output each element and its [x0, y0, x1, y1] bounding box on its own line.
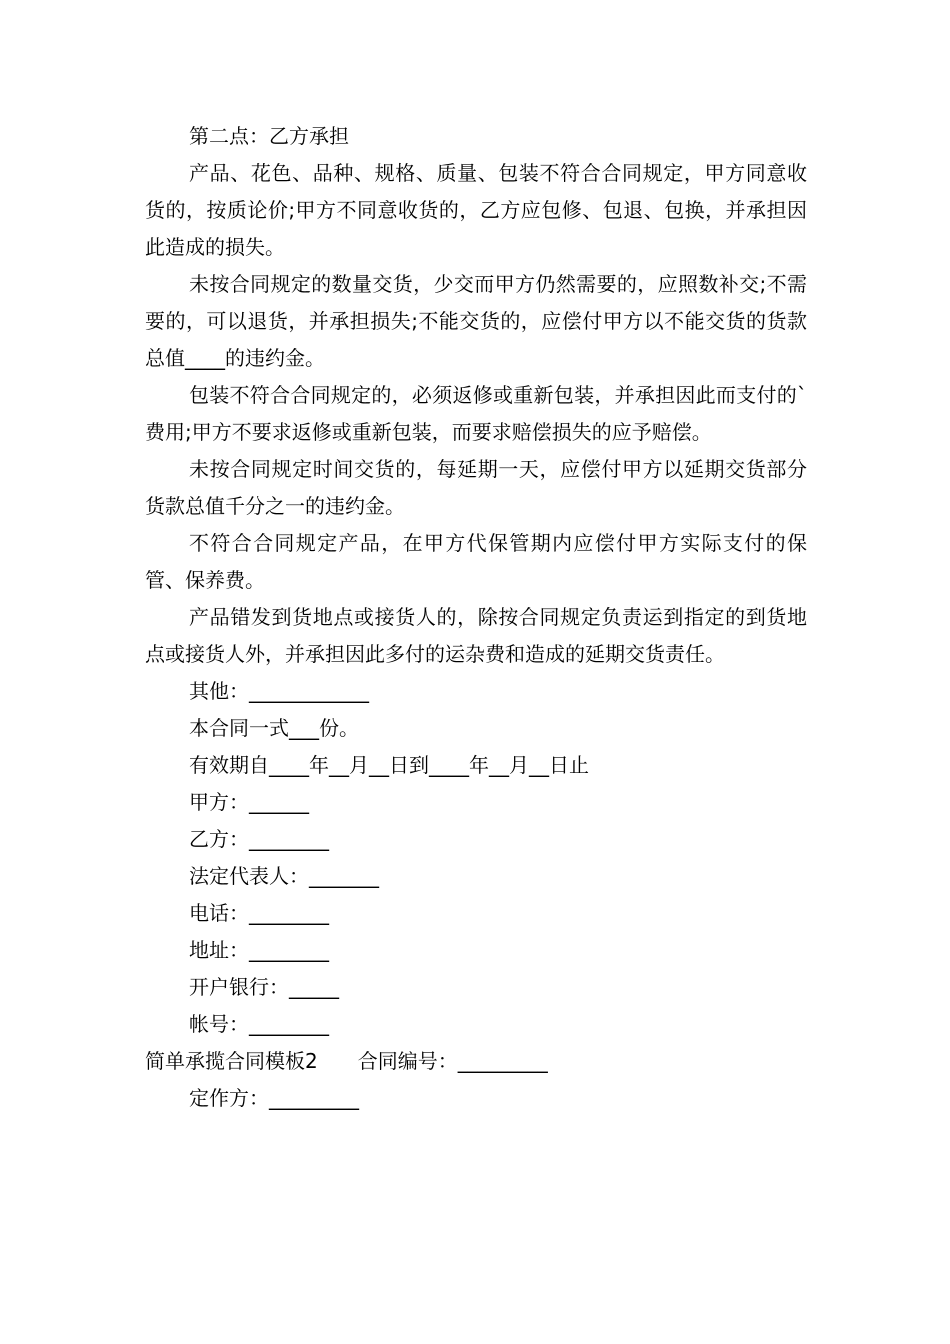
copies-field: 本合同一式___份。: [189, 716, 359, 740]
section-heading: 第二点：乙方承担: [189, 124, 349, 148]
commissioning-party-field: 定作方：_________: [189, 1086, 359, 1110]
legal-representative-field: 法定代表人：_______: [189, 864, 379, 888]
template-title-line: 简单承揽合同模板2 合同编号：_________: [145, 1049, 548, 1073]
paragraph-quality: 产品、花色、品种、规格、质量、包装不符合合同规定，甲方同意收货的，按质论价;甲方不同意收货的，乙方应包修、包退、包换，并承担因此造成的损失。: [145, 161, 807, 259]
validity-field: 有效期自____年__月__日到____年__月__日止: [189, 753, 589, 777]
paragraph-misdelivery: 产品错发到货地点或接货人的，除按合同规定负责运到指定的到货地点或接货人外，并承担因此多付的运杂费和造成的延期交货责任。: [145, 605, 807, 666]
paragraph-quantity: 未按合同规定的数量交货，少交而甲方仍然需要的，应照数补交;不需要的，可以退货，并承担损失;不能交货的，应偿付甲方以不能交货的货款总值____的违约金。: [145, 272, 807, 370]
paragraph-delay: 未按合同规定时间交货的，每延期一天，应偿付甲方以延期交货部分货款总值千分之一的违约金。: [145, 457, 807, 518]
party-b-field: 乙方：________: [189, 827, 329, 851]
paragraph-storage: 不符合合同规定产品，在甲方代保管期内应偿付甲方实际支付的保管、保养费。: [145, 531, 807, 592]
bank-field: 开户银行：_____: [189, 975, 339, 999]
party-a-field: 甲方：______: [189, 790, 309, 814]
phone-field: 电话：________: [189, 901, 329, 925]
document-body: [145, 118, 807, 1117]
other-field: 其他：____________: [189, 679, 369, 703]
account-field: 帐号：________: [189, 1012, 329, 1036]
address-field: 地址：________: [189, 938, 329, 962]
paragraph-packaging: 包装不符合合同规定的，必须返修或重新包装，并承担因此而支付的`费用;甲方不要求返修或重新包装，而要求赔偿损失的应予赔偿。: [145, 383, 807, 444]
